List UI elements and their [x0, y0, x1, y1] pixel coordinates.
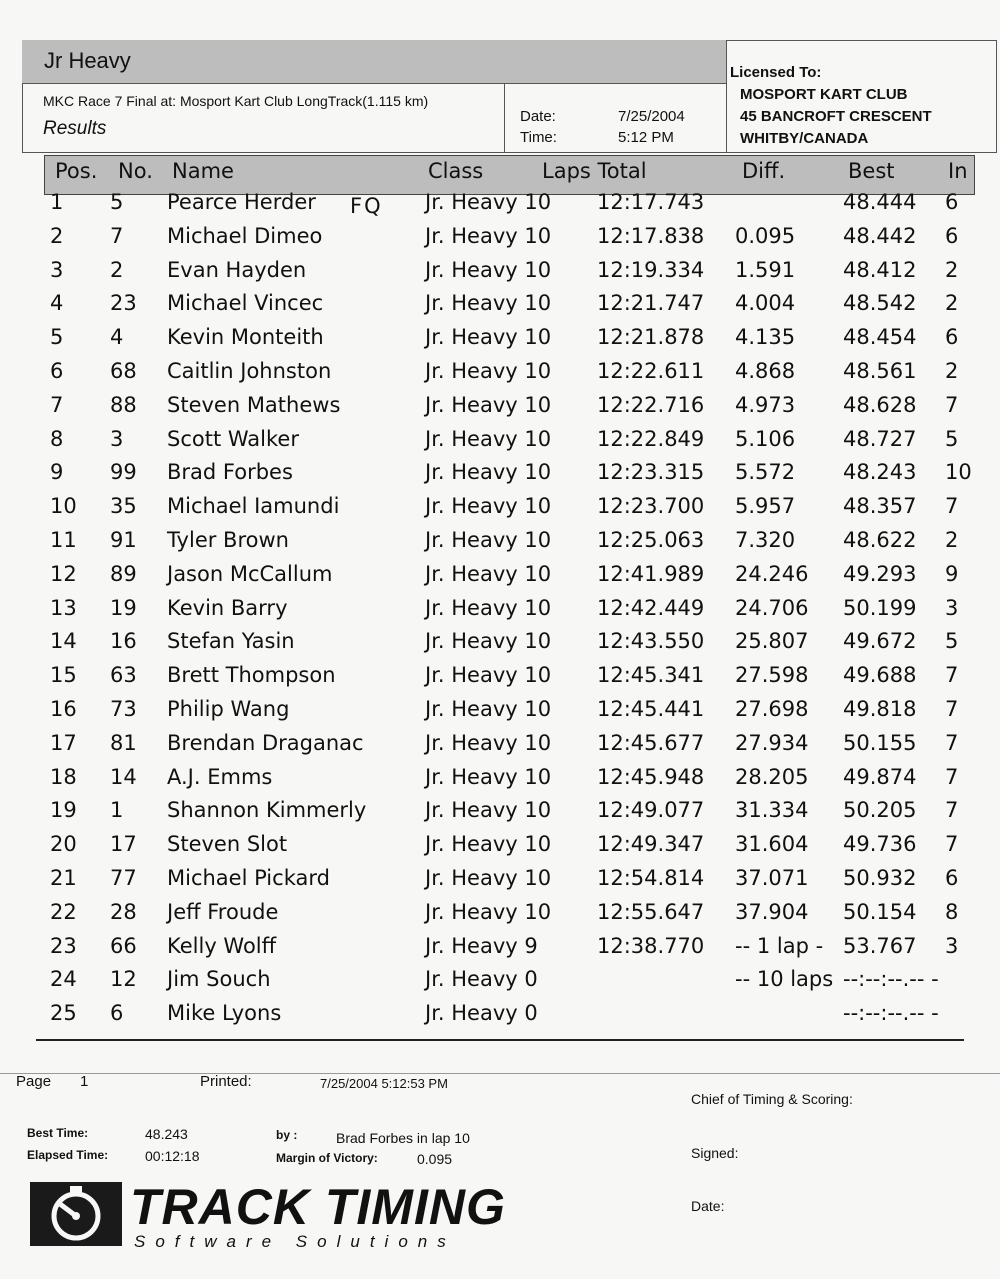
cell-best: 50.199	[843, 595, 917, 620]
cell-in: 5	[945, 629, 959, 654]
cell-no: 4	[110, 325, 124, 350]
cell-class: Jr. Heavy 9	[425, 933, 538, 958]
cell-pos: 11	[50, 528, 77, 552]
cell-name: Kelly Wolff	[167, 933, 277, 958]
table-row	[0, 393, 1000, 427]
cell-in: 7	[945, 697, 959, 721]
cell-no: 2	[110, 257, 124, 282]
cell-in: 5	[945, 426, 959, 451]
by-value: Brad Forbes in lap 10	[336, 1130, 470, 1146]
cell-total: 12:38.770	[597, 933, 705, 958]
cell-no: 17	[110, 832, 137, 857]
cell-name: Jason McCallum	[167, 561, 333, 586]
header-divider	[726, 40, 727, 153]
cell-in: 6	[945, 325, 959, 350]
col-no: No.	[118, 159, 153, 183]
cell-no: 81	[110, 730, 137, 755]
table-row	[0, 224, 1000, 258]
cell-in: 6	[945, 190, 959, 214]
cell-class: Jr. Heavy 10	[425, 257, 552, 282]
cell-total: 12:21.878	[597, 325, 705, 350]
printed-value: 7/25/2004 5:12:53 PM	[320, 1076, 448, 1091]
cell-name: Stefan Yasin	[167, 629, 295, 654]
cell-total: 12:45.341	[597, 663, 705, 688]
cell-pos: 10	[50, 494, 77, 519]
cell-total: 12:55.647	[597, 899, 705, 924]
table-row	[0, 663, 1000, 697]
cell-pos: 5	[50, 325, 64, 350]
cell-diff: 24.706	[735, 595, 809, 620]
cell-pos: 12	[50, 561, 77, 586]
table-row	[0, 765, 1000, 799]
printed-label: Printed:	[200, 1073, 252, 1090]
cell-in: 7	[945, 392, 959, 417]
cell-name: Michael Iamundi	[167, 494, 340, 519]
cell-best: --:--:--.-- -	[843, 1001, 939, 1026]
by-label: by :	[276, 1128, 298, 1142]
cell-name: Tyler Brown	[167, 528, 289, 552]
cell-name: Mike Lyons	[167, 1001, 282, 1026]
cell-best: 48.454	[843, 325, 917, 350]
cell-name: Jim Souch	[167, 967, 271, 992]
cell-best: 50.155	[843, 730, 917, 755]
cell-total: 12:49.347	[597, 832, 705, 857]
time-value: 5:12 PM	[618, 129, 674, 146]
cell-total: 12:21.747	[597, 291, 705, 316]
cell-name: Pearce Herder	[167, 190, 316, 214]
cell-diff: 5.572	[735, 460, 796, 485]
cell-diff: -- 10 laps	[735, 967, 834, 992]
cell-pos: 7	[50, 392, 64, 417]
table-row	[0, 562, 1000, 596]
cell-no: 66	[110, 933, 137, 958]
table-row	[0, 866, 1000, 900]
cell-total: 12:25.063	[597, 528, 705, 552]
cell-in: 3	[945, 595, 959, 620]
licensee-line: MOSPORT KART CLUB	[740, 86, 908, 103]
page-label: Page	[16, 1073, 52, 1090]
cell-no: 28	[110, 899, 137, 924]
cell-diff: 27.598	[735, 663, 809, 688]
header-divider	[504, 84, 505, 153]
cell-diff: 24.246	[735, 561, 809, 586]
cell-class: Jr. Heavy 10	[425, 595, 552, 620]
best-time-label: Best Time:	[27, 1126, 89, 1140]
cell-class: Jr. Heavy 10	[425, 494, 552, 519]
cell-best: 50.205	[843, 798, 917, 823]
cell-no: 6	[110, 1001, 124, 1026]
table-row	[0, 258, 1000, 292]
col-in: In	[948, 159, 968, 183]
cell-best: 49.874	[843, 764, 917, 789]
cell-in: 7	[945, 494, 959, 519]
cell-name: Steven Slot	[167, 832, 288, 857]
cell-pos: 3	[50, 257, 64, 282]
cell-diff: 28.205	[735, 764, 809, 789]
cell-total: 12:22.611	[597, 359, 705, 383]
cell-name: A.J. Emms	[167, 764, 273, 789]
cell-no: 89	[110, 561, 137, 586]
date-label: Date:	[520, 108, 556, 125]
cell-in: 2	[945, 359, 959, 383]
cell-no: 35	[110, 494, 137, 519]
cell-best: 49.818	[843, 697, 917, 721]
cell-total: 12:22.849	[597, 426, 705, 451]
cell-diff: 4.868	[735, 359, 796, 383]
logo-subtitle: Software Solutions	[134, 1232, 456, 1251]
cell-total: 12:45.948	[597, 764, 705, 789]
cell-class: Jr. Heavy 10	[425, 528, 552, 552]
cell-best: 48.444	[843, 190, 917, 214]
cell-class: Jr. Heavy 10	[425, 798, 552, 823]
cell-total: 12:17.838	[597, 223, 705, 248]
cell-pos: 19	[50, 798, 77, 823]
cell-best: 50.154	[843, 899, 917, 924]
cell-class: Jr. Heavy 10	[425, 866, 552, 890]
cell-class: Jr. Heavy 10	[425, 663, 552, 688]
cell-no: 73	[110, 697, 137, 721]
footer-rule	[0, 1073, 1000, 1074]
cell-no: 5	[110, 190, 124, 214]
cell-no: 12	[110, 967, 137, 992]
cell-in: 8	[945, 899, 959, 924]
cell-class: Jr. Heavy 0	[425, 967, 538, 992]
cell-in: 9	[945, 561, 959, 586]
cell-diff: 27.934	[735, 730, 809, 755]
cell-total: 12:19.334	[597, 257, 705, 282]
cell-pos: 25	[50, 1001, 77, 1026]
cell-diff: 4.973	[735, 392, 796, 417]
cell-pos: 17	[50, 730, 77, 755]
cell-best: 48.727	[843, 426, 917, 451]
cell-best: 48.442	[843, 223, 917, 248]
cell-name: Michael Dimeo	[167, 223, 323, 248]
cell-no: 23	[110, 291, 137, 316]
table-row	[0, 900, 1000, 934]
cell-in: 3	[945, 933, 959, 958]
cell-in: 2	[945, 528, 959, 552]
table-row	[0, 494, 1000, 528]
table-row	[0, 967, 1000, 1001]
cell-best: 49.688	[843, 663, 917, 688]
cell-best: 48.412	[843, 257, 917, 282]
table-row	[0, 832, 1000, 866]
cell-class: Jr. Heavy 0	[425, 1001, 538, 1026]
col-name: Name	[172, 159, 234, 183]
cell-no: 88	[110, 392, 137, 417]
cell-in: 2	[945, 291, 959, 316]
cell-name: Caitlin Johnston	[167, 359, 332, 383]
best-time-value: 48.243	[145, 1126, 188, 1142]
cell-best: 48.357	[843, 494, 917, 519]
table-row	[0, 629, 1000, 663]
cell-best: 49.293	[843, 561, 917, 586]
cell-total: 12:23.315	[597, 460, 705, 485]
table-bottom-rule	[36, 1039, 964, 1041]
table-row	[0, 427, 1000, 461]
logo-title: TRACK TIMING	[130, 1179, 506, 1235]
footer-date-label: Date:	[691, 1198, 725, 1214]
signed-label: Signed:	[691, 1145, 739, 1161]
cell-pos: 21	[50, 866, 77, 890]
cell-name: Kevin Barry	[167, 595, 288, 620]
cell-pos: 2	[50, 223, 64, 248]
table-row	[0, 460, 1000, 494]
cell-total: 12:54.814	[597, 866, 705, 890]
page-title: Jr Heavy	[44, 48, 131, 73]
cell-class: Jr. Heavy 10	[425, 426, 552, 451]
cell-best: 48.561	[843, 359, 917, 383]
table-row	[0, 190, 1000, 224]
cell-pos: 1	[50, 190, 64, 214]
cell-diff: 4.004	[735, 291, 796, 316]
cell-diff: 25.807	[735, 629, 809, 654]
cell-class: Jr. Heavy 10	[425, 190, 552, 214]
cell-pos: 16	[50, 697, 77, 721]
table-row	[0, 1001, 1000, 1035]
cell-total: 12:45.441	[597, 697, 705, 721]
date-value: 7/25/2004	[618, 108, 685, 125]
cell-best: 48.243	[843, 460, 917, 485]
cell-name: Brett Thompson	[167, 663, 336, 688]
col-diff: Diff.	[742, 159, 786, 183]
cell-name: Jeff Froude	[167, 899, 279, 924]
cell-no: 7	[110, 223, 124, 248]
cell-in: 7	[945, 730, 959, 755]
cell-best: 50.932	[843, 866, 917, 890]
cell-diff: 7.320	[735, 528, 796, 552]
licensee-line: 45 BANCROFT CRESCENT	[740, 108, 932, 125]
cell-name: Michael Pickard	[167, 866, 330, 890]
cell-name: Shannon Kimmerly	[167, 798, 367, 823]
table-row	[0, 291, 1000, 325]
cell-total: 12:43.550	[597, 629, 705, 654]
table-row	[0, 528, 1000, 562]
cell-pos: 18	[50, 764, 77, 789]
cell-pos: 9	[50, 460, 64, 485]
cell-class: Jr. Heavy 10	[425, 697, 552, 721]
cell-no: 14	[110, 764, 137, 789]
cell-diff: 5.106	[735, 426, 796, 451]
cell-name: Steven Mathews	[167, 392, 341, 417]
cell-diff: 5.957	[735, 494, 796, 519]
cell-total: 12:42.449	[597, 595, 705, 620]
cell-name: Brendan Draganac	[167, 730, 364, 755]
table-row	[0, 325, 1000, 359]
cell-in: 7	[945, 764, 959, 789]
cell-diff: 31.334	[735, 798, 809, 823]
table-row	[0, 798, 1000, 832]
table-row	[0, 596, 1000, 630]
cell-diff: 1.591	[735, 257, 796, 282]
cell-class: Jr. Heavy 10	[425, 291, 552, 316]
elapsed-time-value: 00:12:18	[145, 1148, 200, 1164]
table-row	[0, 731, 1000, 765]
cell-total: 12:17.743	[597, 190, 705, 214]
cell-no: 91	[110, 528, 137, 552]
cell-diff: 4.135	[735, 325, 796, 350]
cell-pos: 15	[50, 663, 77, 688]
race-description: MKC Race 7 Final at: Mosport Kart Club LongTrack(1.115 km)	[43, 93, 429, 109]
cell-pos: 13	[50, 595, 77, 620]
cell-no: 99	[110, 460, 137, 485]
cell-class: Jr. Heavy 10	[425, 832, 552, 857]
cell-in: 7	[945, 832, 959, 857]
cell-total: 12:41.989	[597, 561, 705, 586]
cell-pos: 24	[50, 967, 77, 992]
cell-class: Jr. Heavy 10	[425, 629, 552, 654]
cell-pos: 14	[50, 629, 77, 654]
col-class: Class	[428, 159, 484, 183]
chief-of-timing-label: Chief of Timing & Scoring:	[691, 1091, 853, 1107]
cell-in: 6	[945, 223, 959, 248]
licensee-line: WHITBY/CANADA	[740, 130, 869, 147]
cell-pos: 4	[50, 291, 64, 316]
cell-total: 12:45.677	[597, 730, 705, 755]
stopwatch-icon	[30, 1182, 122, 1251]
cell-best: 49.672	[843, 629, 917, 654]
cell-pos: 20	[50, 832, 77, 857]
cell-best: 48.542	[843, 291, 917, 316]
page-number: 1	[80, 1073, 89, 1090]
cell-name: Michael Vincec	[167, 291, 324, 316]
cell-no: 63	[110, 663, 137, 688]
cell-name: Philip Wang	[167, 697, 290, 721]
cell-class: Jr. Heavy 10	[425, 460, 552, 485]
col-best: Best	[848, 159, 895, 183]
cell-no: 77	[110, 866, 137, 890]
cell-diff: 0.095	[735, 223, 796, 248]
cell-name: Kevin Monteith	[167, 325, 324, 350]
cell-no: 16	[110, 629, 137, 654]
licensed-to-label: Licensed To:	[730, 64, 822, 81]
cell-in: 7	[945, 798, 959, 823]
cell-total: 12:22.716	[597, 392, 705, 417]
time-label: Time:	[520, 129, 557, 146]
margin-of-victory-value: 0.095	[417, 1151, 453, 1167]
cell-pos: 23	[50, 933, 77, 958]
cell-best: --:--:--.-- -	[843, 967, 939, 992]
cell-no: 1	[110, 798, 124, 823]
results-label: Results	[43, 118, 107, 139]
elapsed-time-label: Elapsed Time:	[27, 1148, 109, 1162]
col-pos: Pos.	[55, 159, 98, 183]
cell-class: Jr. Heavy 10	[425, 325, 552, 350]
cell-pos: 8	[50, 426, 64, 451]
cell-best: 48.628	[843, 392, 917, 417]
cell-class: Jr. Heavy 10	[425, 359, 552, 383]
cell-best: 48.622	[843, 528, 917, 552]
table-row	[0, 697, 1000, 731]
table-row	[0, 359, 1000, 393]
cell-diff: 37.071	[735, 866, 809, 890]
cell-no: 3	[110, 426, 124, 451]
cell-best: 53.767	[843, 933, 917, 958]
cell-class: Jr. Heavy 10	[425, 730, 552, 755]
cell-name: Scott Walker	[167, 426, 299, 451]
cell-diff: 27.698	[735, 697, 809, 721]
cell-name: Brad Forbes	[167, 460, 293, 485]
cell-diff: 31.604	[735, 832, 809, 857]
cell-diff: -- 1 lap -	[735, 933, 824, 958]
cell-diff: 37.904	[735, 899, 809, 924]
cell-class: Jr. Heavy 10	[425, 899, 552, 924]
margin-of-victory-label: Margin of Victory:	[276, 1151, 378, 1165]
cell-pos: 6	[50, 359, 64, 383]
cell-in: 7	[945, 663, 959, 688]
cell-in: 2	[945, 257, 959, 282]
cell-no: 68	[110, 359, 137, 383]
cell-class: Jr. Heavy 10	[425, 764, 552, 789]
col-laps-total: Laps Total	[542, 159, 647, 183]
cell-in: 6	[945, 866, 959, 890]
cell-no: 19	[110, 595, 137, 620]
cell-class: Jr. Heavy 10	[425, 223, 552, 248]
cell-in: 10	[945, 460, 972, 485]
cell-pos: 22	[50, 899, 77, 924]
cell-total: 12:23.700	[597, 494, 705, 519]
cell-class: Jr. Heavy 10	[425, 561, 552, 586]
cell-total: 12:49.077	[597, 798, 705, 823]
cell-name: Evan Hayden	[167, 257, 307, 282]
handwritten-note: FQ	[350, 194, 383, 218]
table-row	[0, 934, 1000, 968]
cell-class: Jr. Heavy 10	[425, 392, 552, 417]
cell-best: 49.736	[843, 832, 917, 857]
